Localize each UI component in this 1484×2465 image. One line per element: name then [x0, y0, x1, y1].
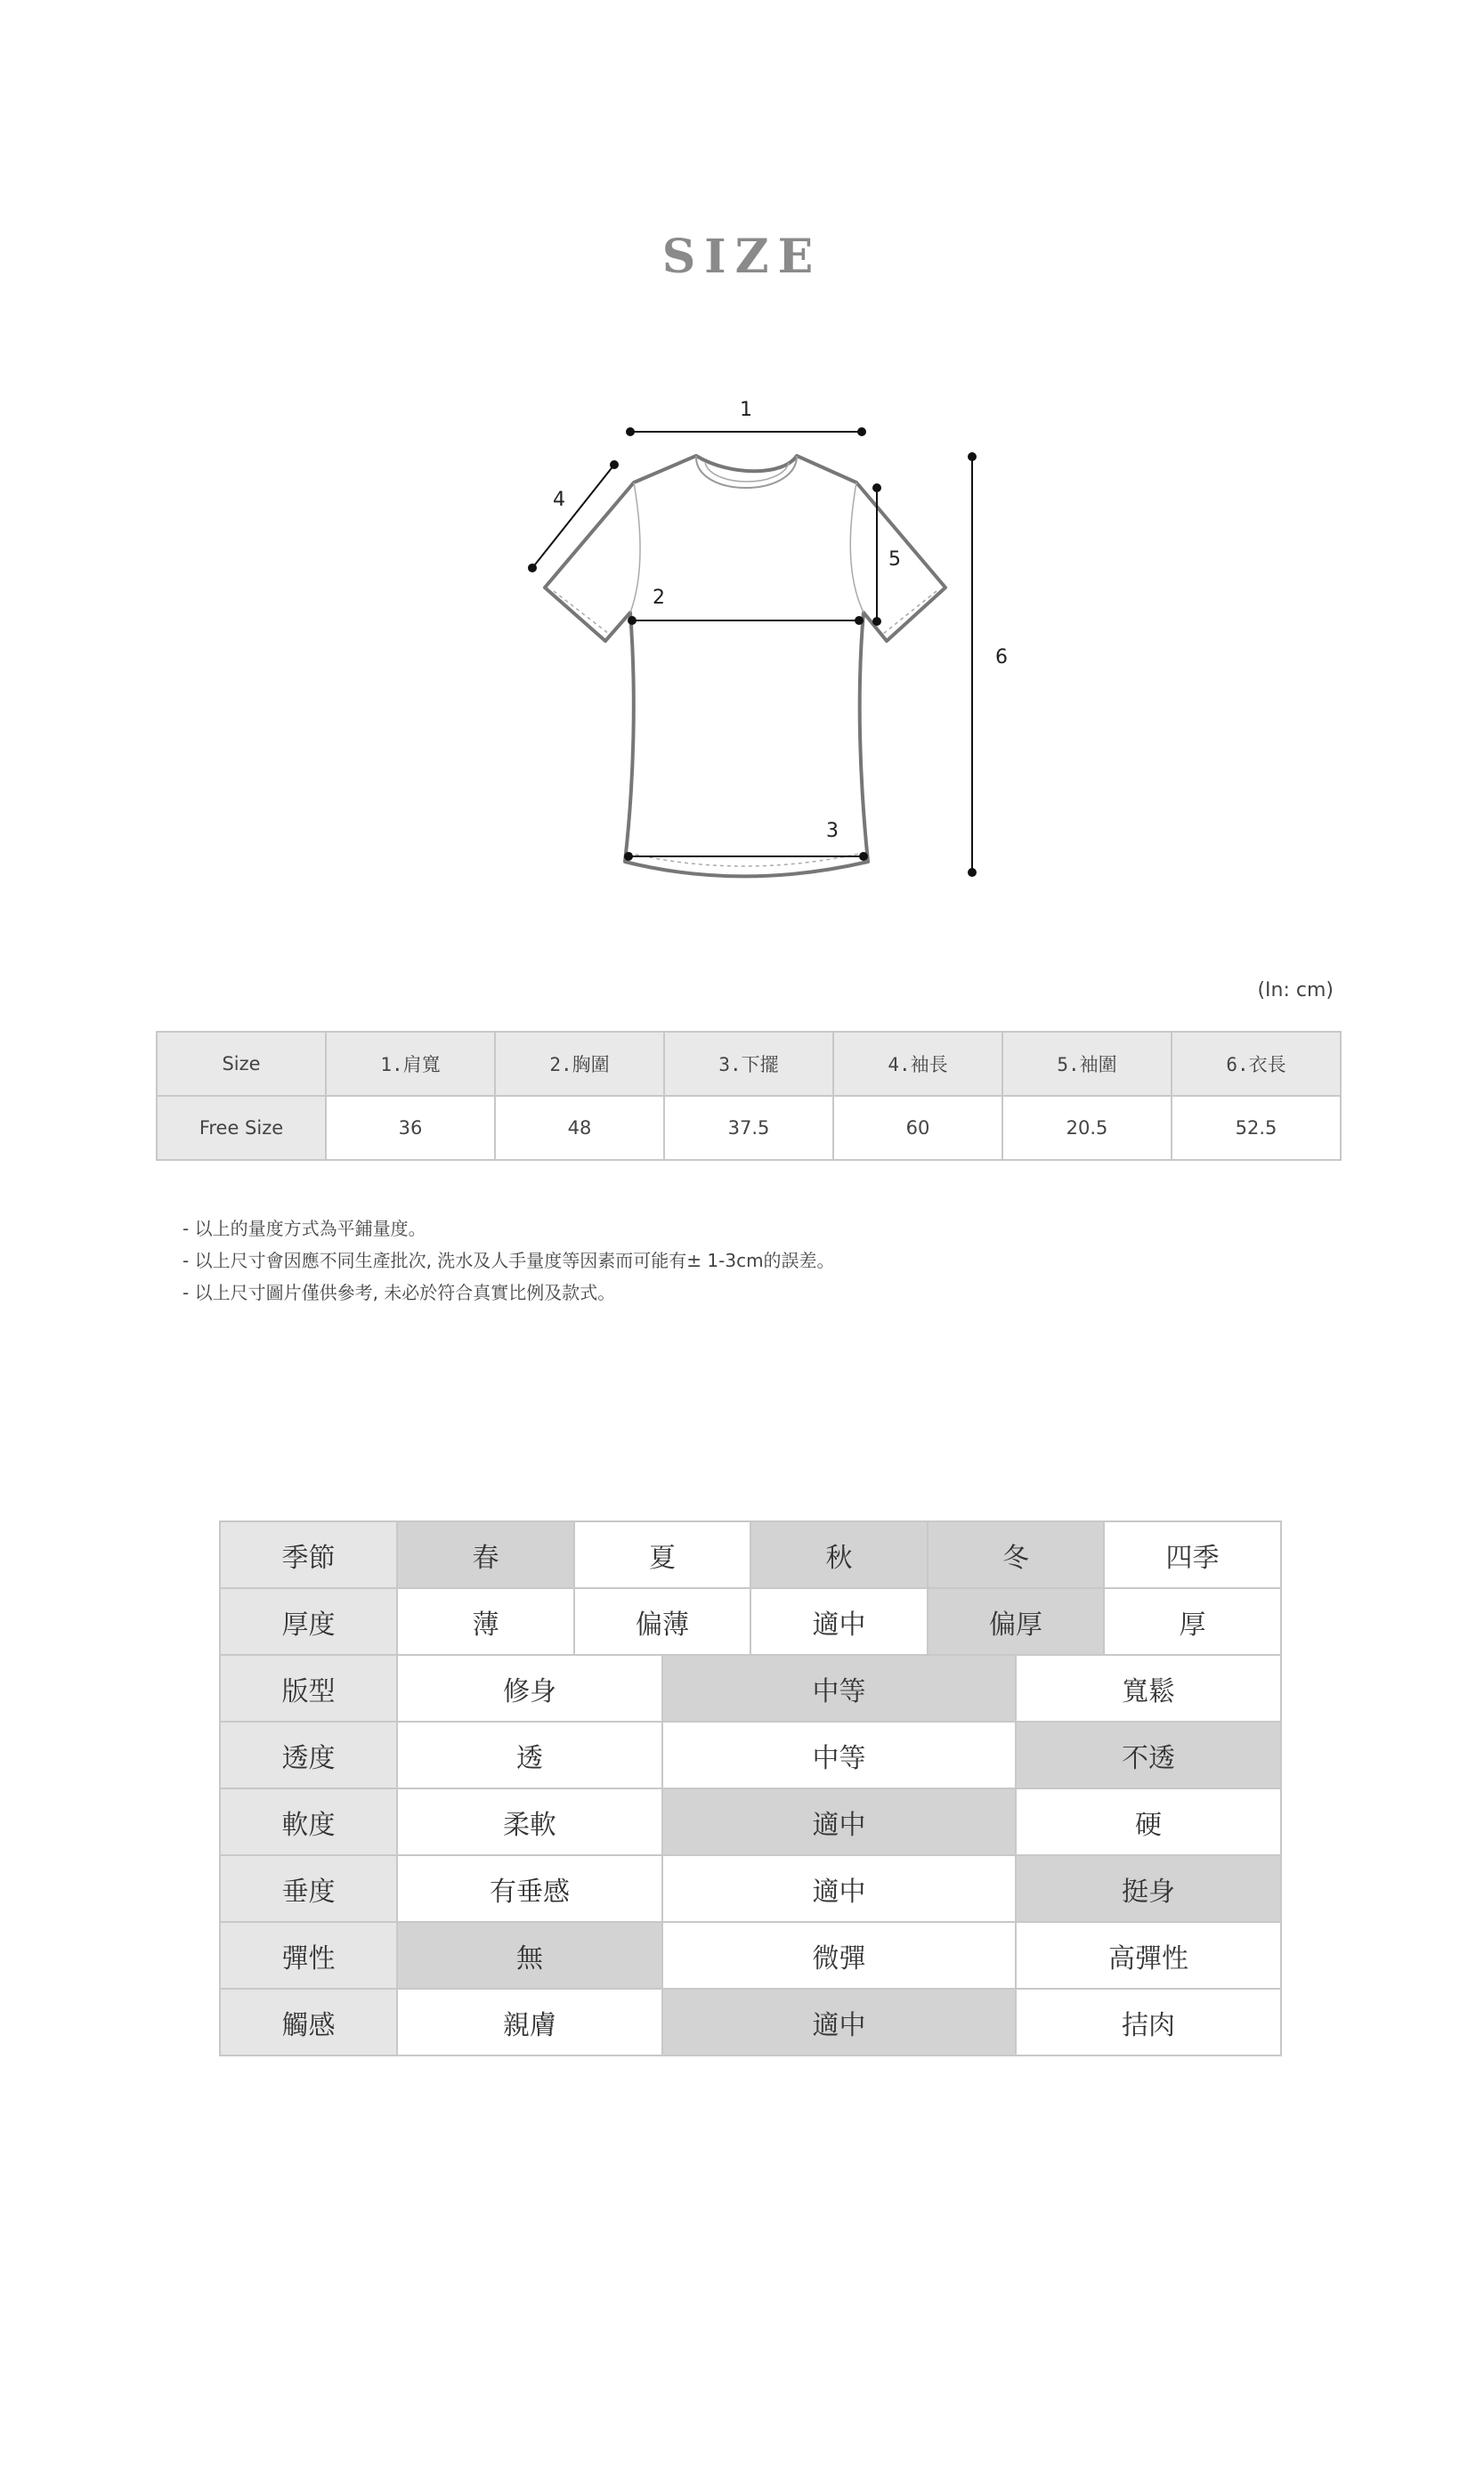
option-structured: 挺身: [1016, 1855, 1281, 1922]
label-elasticity: 彈性: [220, 1922, 397, 1989]
option-all-seasons: 四季: [1104, 1521, 1281, 1588]
label-transparency: 透度: [220, 1722, 397, 1788]
option-slight-stretch: 微彈: [662, 1922, 1016, 1989]
label-fit: 版型: [220, 1655, 397, 1722]
row-drape: [220, 1855, 1281, 1922]
label-1: 1: [740, 399, 752, 421]
value-hem: 37.5: [664, 1096, 833, 1160]
header-length: 6.衣長: [1172, 1032, 1341, 1096]
table-row: [157, 1096, 1341, 1160]
header-sleeve-width: 5.袖圍: [1002, 1032, 1172, 1096]
option-stiff: 硬: [1016, 1788, 1281, 1855]
label-2: 2: [653, 587, 665, 609]
label-6: 6: [995, 646, 1008, 669]
header-shoulder: 1.肩寬: [326, 1032, 495, 1096]
option-slim: 修身: [397, 1655, 662, 1722]
note-item: - 以上尺寸會因應不同生產批次, 洗水及人手量度等因素而可能有± 1-3cm的誤差。: [182, 1250, 835, 1271]
option-soft: 柔軟: [397, 1788, 662, 1855]
size-name: Free Size: [157, 1096, 326, 1160]
option-medium-touch: 適中: [662, 1989, 1016, 2056]
label-touch: 觸感: [220, 1989, 397, 2056]
value-shoulder: 36: [326, 1096, 495, 1160]
option-medium-softness: 適中: [662, 1788, 1016, 1855]
label-3: 3: [826, 820, 839, 842]
option-spring: 春: [397, 1521, 574, 1588]
header-hem: 3.下擺: [664, 1032, 833, 1096]
option-thick: 厚: [1104, 1588, 1281, 1655]
option-high-stretch: 高彈性: [1016, 1922, 1281, 1989]
option-opaque: 不透: [1016, 1722, 1281, 1788]
row-softness: [220, 1788, 1281, 1855]
option-slightly-thin: 偏薄: [574, 1588, 750, 1655]
option-medium-thickness: 適中: [750, 1588, 928, 1655]
row-elasticity: [220, 1922, 1281, 1989]
option-regular: 中等: [662, 1655, 1016, 1722]
header-chest: 2.胸圍: [495, 1032, 664, 1096]
tshirt-measurement-diagram: [0, 0, 1484, 944]
option-skin-friendly: 親膚: [397, 1989, 662, 2056]
row-thickness: [220, 1588, 1281, 1655]
option-summer: 夏: [574, 1521, 750, 1588]
label-5: 5: [888, 548, 901, 571]
option-loose: 寬鬆: [1016, 1655, 1281, 1722]
row-fit: [220, 1655, 1281, 1722]
row-transparency: [220, 1722, 1281, 1788]
size-table-header: [157, 1032, 1341, 1096]
value-sleeve-width: 20.5: [1002, 1096, 1172, 1160]
option-autumn: 秋: [750, 1521, 928, 1588]
header-size: Size: [157, 1032, 326, 1096]
value-sleeve-length: 60: [833, 1096, 1002, 1160]
option-scratchy: 拮肉: [1016, 1989, 1281, 2056]
page-title: SIZE: [661, 230, 823, 284]
label-thickness: 厚度: [220, 1588, 397, 1655]
option-semi-sheer: 中等: [662, 1722, 1016, 1788]
option-drapey: 有垂感: [397, 1855, 662, 1922]
option-medium-drape: 適中: [662, 1855, 1016, 1922]
note-item: - 以上尺寸圖片僅供參考, 未必於符合真實比例及款式。: [182, 1282, 616, 1303]
label-softness: 軟度: [220, 1788, 397, 1855]
measurement-notes: [182, 1212, 835, 1309]
fabric-attribute-table: [219, 1520, 1282, 2056]
label-4: 4: [553, 489, 565, 511]
label-drape: 垂度: [220, 1855, 397, 1922]
option-no-stretch: 無: [397, 1922, 662, 1989]
row-touch: [220, 1989, 1281, 2056]
value-length: 52.5: [1172, 1096, 1341, 1160]
label-season: 季節: [220, 1521, 397, 1588]
option-sheer: 透: [397, 1722, 662, 1788]
tshirt-outline: [545, 456, 945, 877]
option-thin: 薄: [397, 1588, 574, 1655]
option-winter: 冬: [928, 1521, 1104, 1588]
header-sleeve-length: 4.袖長: [833, 1032, 1002, 1096]
value-chest: 48: [495, 1096, 664, 1160]
option-slightly-thick: 偏厚: [928, 1588, 1104, 1655]
note-item: - 以上的量度方式為平鋪量度。: [182, 1218, 426, 1239]
unit-label: (In: cm): [1257, 979, 1334, 1001]
size-table: [156, 1031, 1342, 1161]
row-season: [220, 1521, 1281, 1588]
